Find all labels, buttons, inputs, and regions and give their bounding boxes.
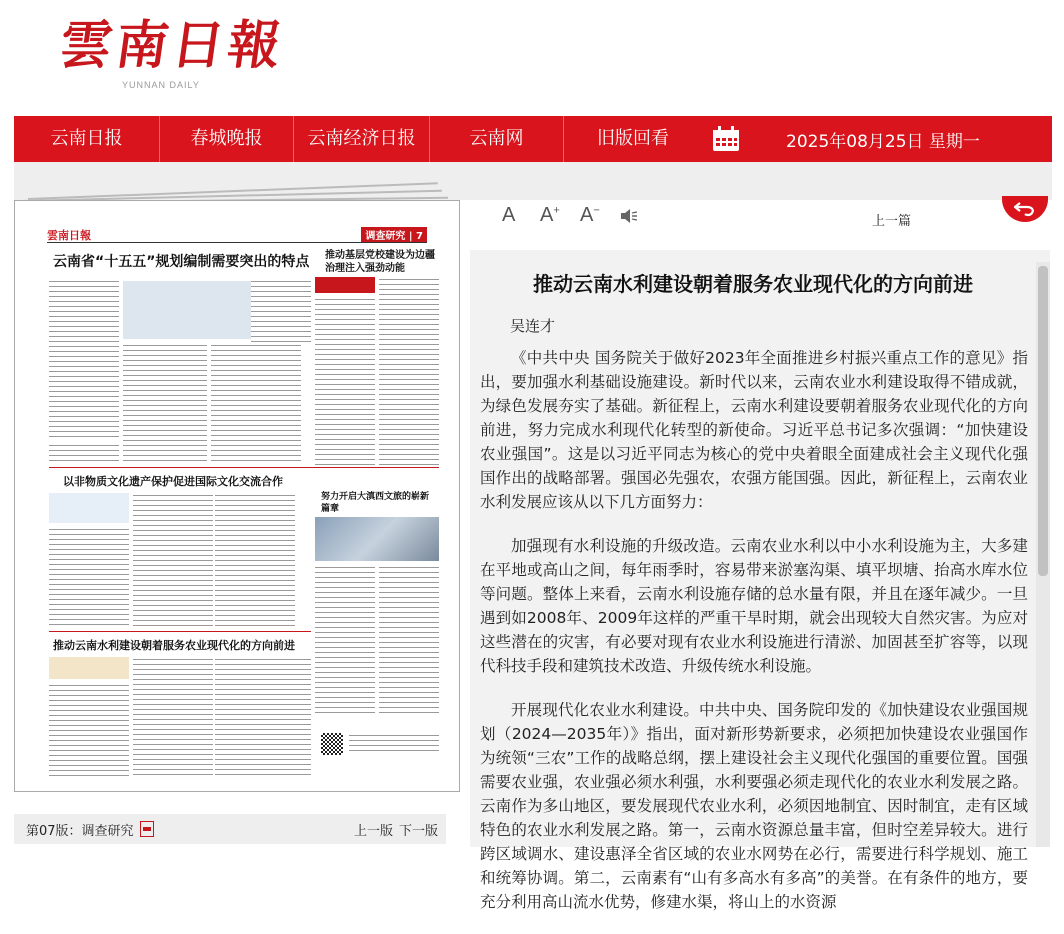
current-date: 2025年08月25日 星期一 xyxy=(786,131,980,152)
logo-calligraphy: 雲南日報 xyxy=(55,15,289,76)
thumb-headline-4[interactable]: 努力开启大滇西文旅的崭新篇章 xyxy=(321,492,430,514)
logo-english: YUNNAN DAILY xyxy=(122,80,200,90)
article-body xyxy=(480,346,1028,934)
return-arrow-icon xyxy=(1014,201,1036,217)
page-version-label: 第07版：调查研究 xyxy=(26,823,134,839)
nav-yunnan-net[interactable]: 云南网 xyxy=(430,116,564,162)
site-logo[interactable] xyxy=(55,14,289,90)
font-increase-button[interactable]: A+ xyxy=(540,204,560,226)
thumb-logo: 雲南日報 xyxy=(47,229,91,242)
article-scrollbar[interactable] xyxy=(1036,262,1050,847)
article-author: 吴连才 xyxy=(510,317,556,335)
next-page-link[interactable]: 下一版 xyxy=(398,823,438,839)
nav-chuncheng-evening[interactable]: 春城晚报 xyxy=(160,116,294,162)
article-paragraph: 加强现有水利设施的升级改造。云南农业水利以中小水利设施为主，大多建在平地或高山之间，每年雨季时，容易带来淤塞沟渠、填平坝塘、抬高水库水位等问题。整体上来看，云南水利设施存储的总水量有限，并且在逐年减少。一旦遇到如2008年、2009年这样的严重干旱时期，就会出现较大自然灾害。为应对这些潜在的灾害，有必要对现有农业水利设施进行清淤、加固甚至扩容等，以现代科技手段和建筑技术改造、升级传统水利设施。 xyxy=(480,537,1028,675)
thumb-tag-2 xyxy=(49,493,129,523)
thumb-tag-3 xyxy=(49,657,129,679)
font-reset-button[interactable]: A xyxy=(502,204,516,226)
font-decrease-button[interactable]: A− xyxy=(580,204,600,226)
calendar-icon[interactable] xyxy=(706,116,746,162)
thumb-headline-1[interactable]: 云南省“十五五”规划编制需要突出的特点 xyxy=(53,254,310,270)
pdf-download-icon[interactable] xyxy=(140,821,154,837)
nav-yunnan-economic-daily[interactable]: 云南经济日报 xyxy=(294,116,430,162)
article-content xyxy=(470,250,1050,911)
nav-yunnan-daily[interactable]: 云南日报 xyxy=(14,116,160,162)
article-title: 推动云南水利建设朝着服务农业现代化的方向前进 xyxy=(533,272,973,296)
thumb-section: 调查研究 | 7 xyxy=(361,227,427,242)
nav-old-version[interactable]: 旧版回看 xyxy=(597,128,669,149)
paper-stack-decoration xyxy=(14,168,460,204)
thumb-headline-2[interactable]: 推动基层党校建设为边疆治理注入强劲动能 xyxy=(325,250,435,274)
article-paragraph: 《中共中央 国务院关于做好2023年全面推进乡村振兴重点工作的意见》指出，要加强水利基础设施建设。新时代以来，云南农业水利建设取得不错成就，为绿色发展夯实了基础。新征程上，云南水利建设要朝着服务农业现代化的方向前进，努力完成水利现代化转型的新使命。习近平总书记多次强调：“加快建设农业强国”。这是以习近平同志为核心的党中央着眼全面建成社会主义现代化强国作出的战略部署。强国必先强农，农强方能国强。因此，新征程上，云南农业水利发展应该从以下几方面努力： xyxy=(480,349,1028,511)
page-navigation-bar xyxy=(14,814,446,844)
top-nav xyxy=(14,116,1052,162)
scrollbar-thumb[interactable] xyxy=(1038,266,1048,576)
prev-article-link[interactable]: 上一篇 xyxy=(872,214,912,229)
speaker-icon[interactable] xyxy=(620,208,638,224)
prev-page-link[interactable]: 上一版 xyxy=(353,823,393,839)
thumb-qr-code xyxy=(321,733,343,755)
article-toolbar xyxy=(500,202,1052,232)
newspaper-page-thumbnail[interactable] xyxy=(14,200,460,792)
thumb-tag-1 xyxy=(315,277,375,293)
thumb-masthead xyxy=(47,229,427,243)
article-paragraph: 开展现代化农业水利建设。中共中央、国务院印发的《加快建设农业强国规划（2024—2035年）》指出，面对新形势新要求，必须把加快建设农业强国作为统领“三农”工作的战略总纲，摆上建设社会主义现代化强国的重要位置。国强需要农业强，农业强必须水利强，水利要强必须走现代化的农业水利发展之路。云南作为多山地区，要发展现代农业水利，必须因地制宜、因时制宜，走有区域特色的农业水利发展之路。第一，云南水资源总量丰富，但时空差异较大。进行跨区域调水、建设惠泽全省区域的农业水网势在必行，需要进行科学规划、施工和统筹协调。第二，云南素有“山有多高水有多高”的美誉。在有条件的地方，要充分利用高山流水优势，修建水渠，将山上的水资源 xyxy=(480,701,1028,911)
thumb-headline-3[interactable]: 以非物质文化遗产保护促进国际文化交流合作 xyxy=(63,475,283,488)
thumb-headline-5[interactable]: 推动云南水利建设朝着服务农业现代化的方向前进 xyxy=(53,639,295,652)
